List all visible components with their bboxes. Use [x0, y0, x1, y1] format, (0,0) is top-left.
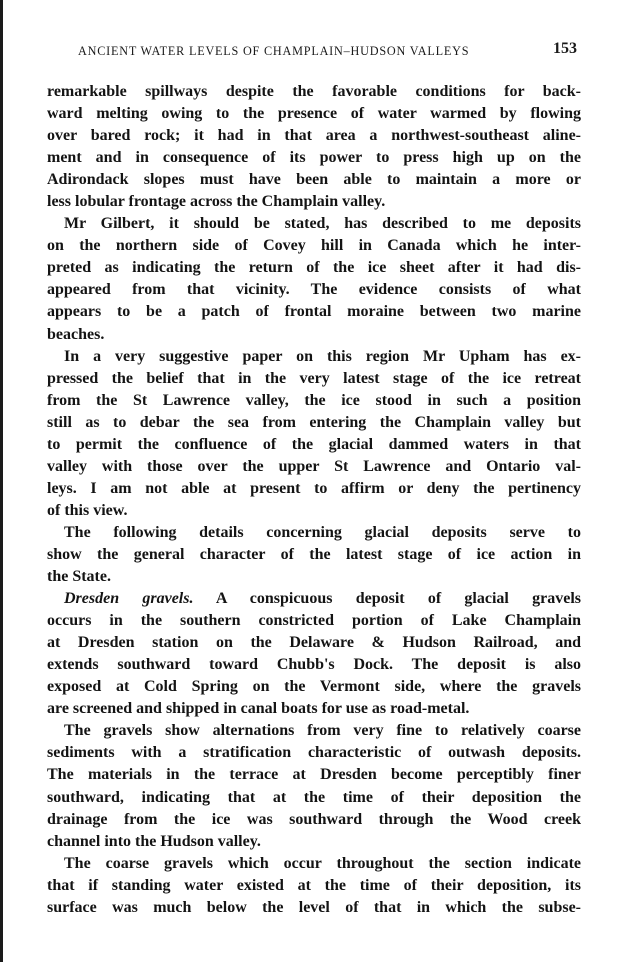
line-text: ward melting owing to the presence of water warmed by flowing	[47, 105, 581, 123]
text-line	[47, 169, 581, 191]
text-line	[47, 566, 581, 588]
running-header: ANCIENT WATER LEVELS OF CHAMPLAIN–HUDSON VALLEYS	[78, 44, 470, 58]
line-text: The gravels show alternations from very fine to relatively coarse	[64, 722, 581, 740]
line-text: exposed at Cold Spring on the Vermont side, where the gravels	[47, 678, 581, 696]
text-line	[47, 676, 581, 698]
line-text: The materials in the terrace at Dresden become perceptibly finer	[47, 766, 581, 784]
text-line	[47, 875, 581, 897]
line-text: less lobular frontage across the Champlain valley.	[47, 193, 386, 211]
line-text: remarkable spillways despite the favorable conditions for back-	[47, 83, 581, 100]
text-line	[47, 853, 581, 875]
text-line	[47, 698, 581, 720]
text-line	[47, 610, 581, 632]
scan-border	[0, 0, 3, 962]
text-line	[47, 500, 581, 522]
line-text: are screened and shipped in canal boats for use as road-metal.	[47, 700, 470, 718]
text-line	[47, 434, 581, 456]
paragraph-heading: Dresden gravels.	[64, 590, 194, 608]
body-text	[47, 81, 581, 919]
line-text: channel into the Hudson valley.	[47, 832, 261, 850]
text-line	[47, 279, 581, 301]
text-line	[47, 191, 581, 213]
line-text: of this view.	[47, 501, 128, 519]
text-line	[47, 456, 581, 478]
text-line	[47, 544, 581, 566]
text-line	[47, 81, 581, 103]
text-line	[47, 412, 581, 434]
text-line	[47, 478, 581, 500]
line-text: beaches.	[47, 325, 105, 343]
line-text: The coarse gravels which occur throughout the section indicate	[64, 854, 581, 872]
line-text: appears to be a patch of frontal moraine between two marine	[47, 303, 581, 321]
text-line	[47, 390, 581, 412]
line-text: at Dresden station on the Delaware & Hudson Railroad, and	[47, 634, 581, 652]
text-line	[47, 147, 581, 169]
text-line	[47, 522, 581, 544]
line-text: extends southward toward Chubb's Dock. The deposit is also	[47, 656, 581, 674]
line-text: appeared from that vicinity. The evidence consists of what	[47, 281, 581, 299]
text-line	[47, 588, 581, 610]
line-text: ment and in consequence of its power to press high up on the	[47, 149, 581, 167]
line-text: A conspicuous deposit of glacial gravels	[193, 590, 581, 608]
text-line	[47, 787, 581, 809]
text-line	[47, 720, 581, 742]
text-line	[47, 213, 581, 235]
line-text: Mr Gilbert, it should be stated, has described to me deposits	[64, 215, 581, 233]
line-text: valley with those over the upper St Lawrence and Ontario val-	[47, 457, 581, 475]
line-text: still as to debar the sea from entering the Champlain valley but	[47, 413, 581, 431]
text-line	[47, 103, 581, 125]
line-text: the State.	[47, 568, 111, 586]
line-text: drainage from the ice was southward through the Wood creek	[47, 810, 581, 828]
text-line	[47, 301, 581, 323]
text-line	[47, 368, 581, 390]
text-line	[47, 764, 581, 786]
line-text: sediments with a stratification characteristic of outwash deposits.	[47, 744, 581, 762]
line-text: pressed the belief that in the very latest stage of the ice retreat	[47, 369, 581, 387]
line-text: that if standing water existed at the time of their deposition, its	[47, 876, 581, 894]
line-text: over bared rock; it had in that area a northwest-southeast aline-	[47, 127, 581, 145]
line-text: leys. I am not able at present to affirm or deny the pertinency	[47, 479, 581, 497]
text-line	[47, 125, 581, 147]
line-text: The following details concerning glacial deposits serve to	[64, 523, 581, 541]
text-line	[47, 831, 581, 853]
line-text: on the northern side of Covey hill in Canada which he inter-	[47, 237, 581, 255]
line-text: show the general character of the latest stage of ice action in	[47, 545, 581, 563]
line-text: surface was much below the level of that in which the subse-	[47, 898, 581, 916]
text-line	[47, 257, 581, 279]
text-line	[47, 897, 581, 919]
line-text: preted as indicating the return of the ice sheet after it had dis-	[47, 259, 581, 277]
text-line	[47, 346, 581, 368]
line-text: southward, indicating that at the time of their deposition the	[47, 788, 581, 806]
line-text: Adirondack slopes must have been able to maintain a more or	[47, 171, 581, 189]
text-line	[47, 632, 581, 654]
text-line	[47, 235, 581, 257]
line-text: In a very suggestive paper on this region Mr Upham has ex-	[64, 347, 581, 365]
text-line	[47, 742, 581, 764]
text-line	[47, 654, 581, 676]
line-text: from the St Lawrence valley, the ice stood in such a position	[47, 391, 581, 409]
page-number: 153	[553, 40, 577, 57]
line-text: occurs in the southern constricted portion of Lake Champlain	[47, 612, 581, 630]
text-line	[47, 809, 581, 831]
text-line	[47, 324, 581, 346]
line-text: to permit the confluence of the glacial dammed waters in that	[47, 435, 581, 453]
